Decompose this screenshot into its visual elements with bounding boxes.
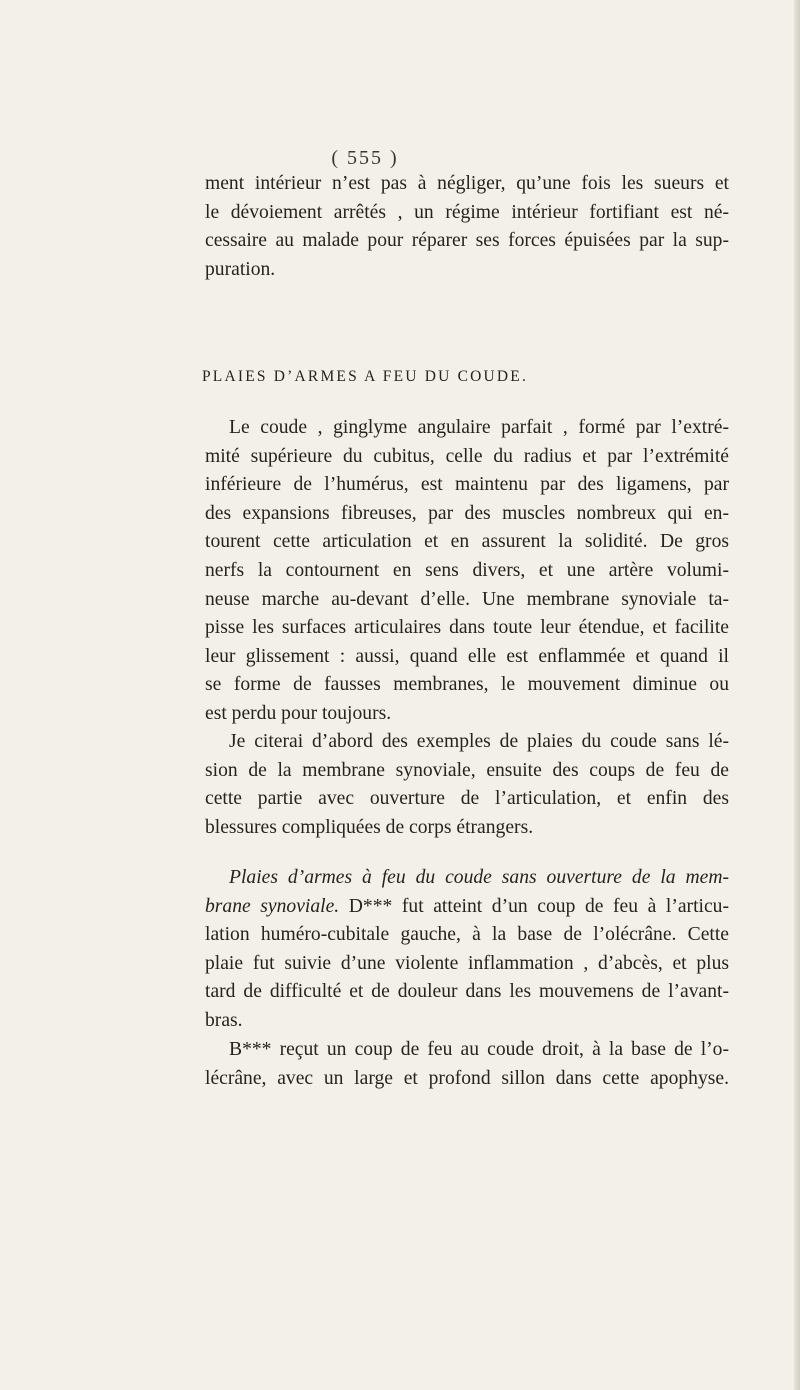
page-number: ( 555 ) xyxy=(331,147,399,169)
paragraph-anatomy xyxy=(205,414,729,729)
text-line: est perdu pour toujours. xyxy=(205,702,392,724)
paragraph-case-d xyxy=(205,864,729,1036)
paragraph-case-b xyxy=(205,1036,729,1093)
text-line: tourent cette articulation et en assurent la solidité. De gros xyxy=(205,531,729,553)
text-line: cette partie avec ouverture de l’articulation, et enfin des xyxy=(205,788,729,810)
text-line: leur glissement : aussi, quand elle est enflammée et quand il xyxy=(205,645,729,667)
subsection-title: Plaies d’armes à feu du coude sans ouverture de la mem- xyxy=(229,867,729,888)
text-line: mité supérieure du cubitus, celle du radius et par l’extrémité xyxy=(205,445,729,467)
text-line xyxy=(205,893,729,922)
text-line: le dévoiement arrêtés , un régime intérieur fortifiant est né- xyxy=(205,201,729,223)
text-line: blessures compliquées de corps étrangers. xyxy=(205,816,534,838)
text-line: cessaire au malade pour réparer ses forces épuisées par la sup- xyxy=(205,230,729,252)
text-line: neuse marche au-devant d’elle. Une membrane synoviale ta- xyxy=(205,588,729,610)
text-line: inférieure de l’humérus, est maintenu par des ligamens, par xyxy=(205,474,729,496)
subsection-title-end: brane synoviale. xyxy=(205,895,340,917)
text-line: B*** reçut un coup de feu au coude droit, à la base de l’o- xyxy=(229,1039,729,1060)
text-line: des expansions fibreuses, par des muscles nombreux qui en- xyxy=(205,502,729,524)
text-line: Je citerai d’abord des exemples de plaies du coude sans lé- xyxy=(229,731,729,752)
text-line: se forme de fausses membranes, le mouvement diminue ou xyxy=(205,674,729,696)
paragraph-plan xyxy=(205,728,729,842)
text-line: Le coude , ginglyme angulaire parfait , formé par l’extré- xyxy=(229,417,729,438)
text-line: plaie fut suivie d’une violente inflammation , d’abcès, et plus xyxy=(205,952,729,974)
text-line: lécrâne, avec un large et profond sillon dans cette apophyse. xyxy=(205,1067,729,1089)
text-line: tard de difficulté et de douleur dans les mouvemens de l’avant- xyxy=(205,981,729,1003)
paragraph-continuation xyxy=(205,170,729,284)
text-line: lation huméro-cubitale gauche, à la base de l’olécrâne. Cette xyxy=(205,924,729,946)
text-line: nerfs la contournent en sens divers, et une artère volumi- xyxy=(205,559,729,581)
section-heading: PLAIES D’ARMES A FEU DU COUDE. xyxy=(201,368,529,385)
text-line: pisse les surfaces articulaires dans toute leur étendue, et facilite xyxy=(205,617,729,639)
text-run: D*** fut atteint d’un coup de feu à l’articu- xyxy=(339,895,729,917)
text-line: bras. xyxy=(205,1009,243,1031)
text-line xyxy=(205,864,729,893)
text-line: puration. xyxy=(205,258,276,280)
text-line: ment intérieur n’est pas à négliger, qu’une fois les sueurs et xyxy=(205,173,729,194)
text-line: sion de la membrane synoviale, ensuite des coups de feu de xyxy=(205,759,729,781)
